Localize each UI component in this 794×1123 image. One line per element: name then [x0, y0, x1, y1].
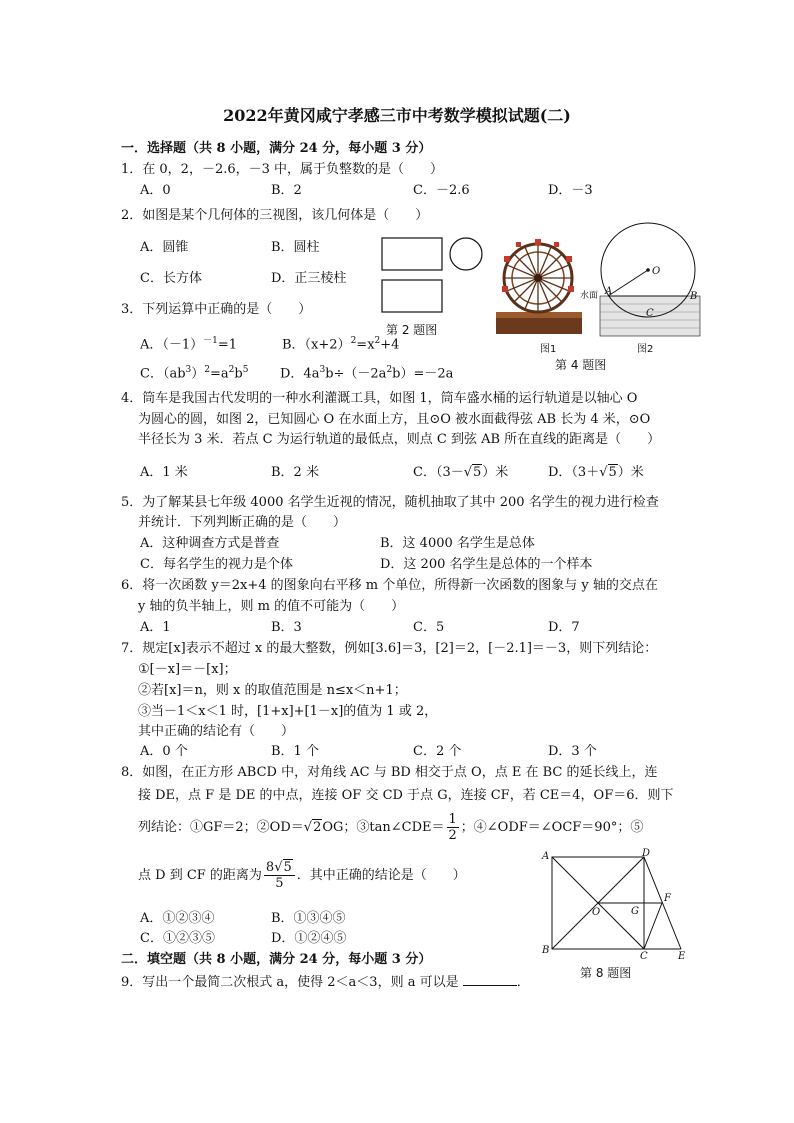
q8-option-a: A．①②③④: [140, 911, 215, 926]
q8-line-2: 接 DE，点 F 是 DE 的中点，连接 OF 交 CD 于点 G，连接 CF，若 CE＝4，OF＝6．则下: [138, 788, 674, 803]
q2-three-views-figure: [380, 234, 490, 314]
q2-option-d: D．正三棱柱: [271, 271, 347, 286]
side-view-rect: [382, 280, 442, 312]
q7-line-1: 7．规定[x]表示不超过 x 的最大整数，例如[3.6]＝3，[2]＝2，[－2.1]＝－3，则下列结论：: [121, 641, 658, 656]
point-e-label: E: [678, 951, 686, 962]
point-a-label: A: [605, 286, 613, 297]
q4-option-d: D．（3＋√5）米: [548, 465, 644, 480]
q8-line-1: 8．如图，在正方形 ABCD 中，对角线 AC 与 BD 相交于点 O，点 E 在 BC 的延长线上，连: [121, 765, 658, 780]
q7-line-3: ②若[x]＝n，则 x 的取值范围是 n≤x＜n+1；: [138, 683, 407, 698]
section-1-heading: 一．选择题（共 8 小题，满分 24 分，每小题 3 分）: [121, 141, 432, 156]
q5-option-a: A．这种调查方式是普查: [140, 536, 280, 551]
section-2-heading: 二．填空题（共 8 小题，满分 24 分，每小题 3 分）: [121, 952, 432, 967]
q6-line-2: y 轴的负半轴上，则 m 的值不可能为（ ）: [138, 599, 405, 614]
point-b-label: B: [690, 291, 698, 302]
q5-option-d: D．这 200 名学生是总体的一个样本: [380, 557, 593, 572]
point-c-label: C: [640, 951, 648, 962]
q7-line-5: 其中正确的结论有（ ）: [138, 724, 295, 739]
q8-line-4: 点 D 到 CF 的距离为 $\frac{8√5}{5}$ ．其中正确的结论是（ ）: [138, 860, 466, 891]
q1-option-a: A．0: [140, 183, 171, 198]
radius-oa: [608, 270, 648, 296]
point-f-label: F: [664, 893, 671, 904]
q3-option-a: A．$(-1)^{-1}=1$: [140, 336, 238, 353]
q4-option-b: B．2 米: [271, 465, 319, 480]
q5-option-b: B．这 4000 名学生是总体: [380, 536, 535, 551]
q3-option-c: C．$(ab^3)^2=a^2b^5$: [140, 365, 249, 382]
top-view-circle: [450, 238, 482, 270]
q4-line-1: 4．筒车是我国古代发明的一种水利灌溉工具，如图 1，筒车盛水桶的运行轨道是以轴心 O: [121, 391, 638, 406]
q3-stem: 3．下列运算中正确的是（ ）: [121, 302, 312, 317]
q2-option-b: B．圆柱: [271, 240, 320, 255]
q7-option-b: B．1 个: [271, 744, 319, 759]
q4-line-3: 半径长为 3 米．若点 C 为运行轨道的最低点，则点 C 到弦 AB 所在直线的距离是（ ）: [138, 432, 661, 447]
point-d-label: D: [642, 848, 651, 859]
q4-water-wheel-picture: [496, 236, 586, 336]
q6-option-c: C．5: [413, 620, 445, 635]
q3-option-d: D．$4a^3b\div(-2a^2b)=-2a$: [280, 365, 454, 382]
q9-line: 9．写出一个最简二次根式 a，使得 2＜a＜3，则 a 可以是 ．: [121, 975, 530, 990]
q4-option-c: C．（3－√5）米: [413, 465, 509, 480]
q8-line-3: 列结论：①GF＝2；②OD＝√2OG；③tan∠CDE＝ $\frac{1}{2}$ ；④∠ODF＝∠OCF＝90°；⑤: [138, 812, 644, 843]
q4-figure-caption: 第 4 题图: [555, 358, 607, 372]
q7-option-c: C．2 个: [413, 744, 462, 759]
q8-option-d: D．①②④⑤: [271, 931, 347, 946]
q7-option-a: A．0 个: [140, 744, 188, 759]
point-o-label: O: [652, 266, 661, 277]
q7-line-2: ①[－x]＝－[x]；: [138, 662, 237, 677]
q1-option-b: B．2: [271, 183, 302, 198]
front-view-rect: [382, 238, 442, 270]
q8-option-c: C．①②③⑤: [140, 931, 215, 946]
q9-answer-blank[interactable]: [463, 973, 517, 986]
q8-option-b: B．①③④⑤: [271, 911, 346, 926]
q3-option-b: B．$(x+2)^2=x^2+4$: [282, 336, 400, 353]
q5-line-1: 5．为了解某县七年级 4000 名学生近视的情况，随机抽取了其中 200 名学生的视力进行检查: [121, 495, 659, 510]
q6-line-1: 6．将一次函数 y＝2x+4 的图象向右平移 m 个单位，所得新一次函数的图象与 y 轴的交点在: [121, 578, 658, 593]
q2-option-a: A．圆锥: [140, 240, 189, 255]
q4-line-2: 为圆心的圆，如图 2，已知圆心 O 在水面上方，且⊙O 被水面截得弦 AB 长为 4 米，⊙O: [138, 412, 651, 427]
q4-circle-diagram: [580, 224, 706, 348]
point-o-label: O: [592, 907, 601, 918]
page-title: 2022年黄冈咸宁孝感三市中考数学模拟试题(二): [223, 106, 571, 125]
water-surface-label: 水面: [580, 291, 599, 301]
q1-stem: 1．在 0，2，－2.6，－3 中，属于负整数的是（ ）: [121, 162, 444, 177]
q4-fig1-label: 图1: [540, 344, 557, 355]
q6-option-d: D．7: [548, 620, 580, 635]
point-a-label: A: [542, 851, 550, 862]
point-g-label: G: [631, 906, 639, 917]
q1-option-d: D．－3: [548, 183, 593, 198]
q5-line-2: 并统计．下列判断正确的是（ ）: [138, 515, 347, 530]
q4-fig2-label: 图2: [637, 344, 654, 355]
segment-cf: [644, 903, 662, 949]
q5-option-c: C．每名学生的视力是个体: [140, 557, 293, 572]
point-b-label: B: [542, 945, 550, 956]
q2-stem: 2．如图是某个几何体的三视图，该几何体是（ ）: [121, 208, 429, 223]
q1-option-c: C．－2.6: [413, 183, 470, 198]
q2-figure-caption: 第 2 题图: [386, 323, 438, 337]
q6-option-a: A．1: [140, 620, 171, 635]
wheel-base: [496, 316, 582, 334]
q7-line-4: ③当－1＜x＜1 时，[1+x]+[1－x]的值为 1 或 2，: [138, 704, 438, 719]
q6-option-b: B．3: [271, 620, 302, 635]
q2-option-c: C．长方体: [140, 271, 202, 286]
q8-square-figure: [536, 848, 696, 960]
q4-option-a: A．1 米: [140, 465, 188, 480]
q8-figure-caption: 第 8 题图: [580, 966, 632, 980]
q7-option-d: D．3 个: [548, 744, 597, 759]
point-c-label: C: [646, 308, 654, 319]
